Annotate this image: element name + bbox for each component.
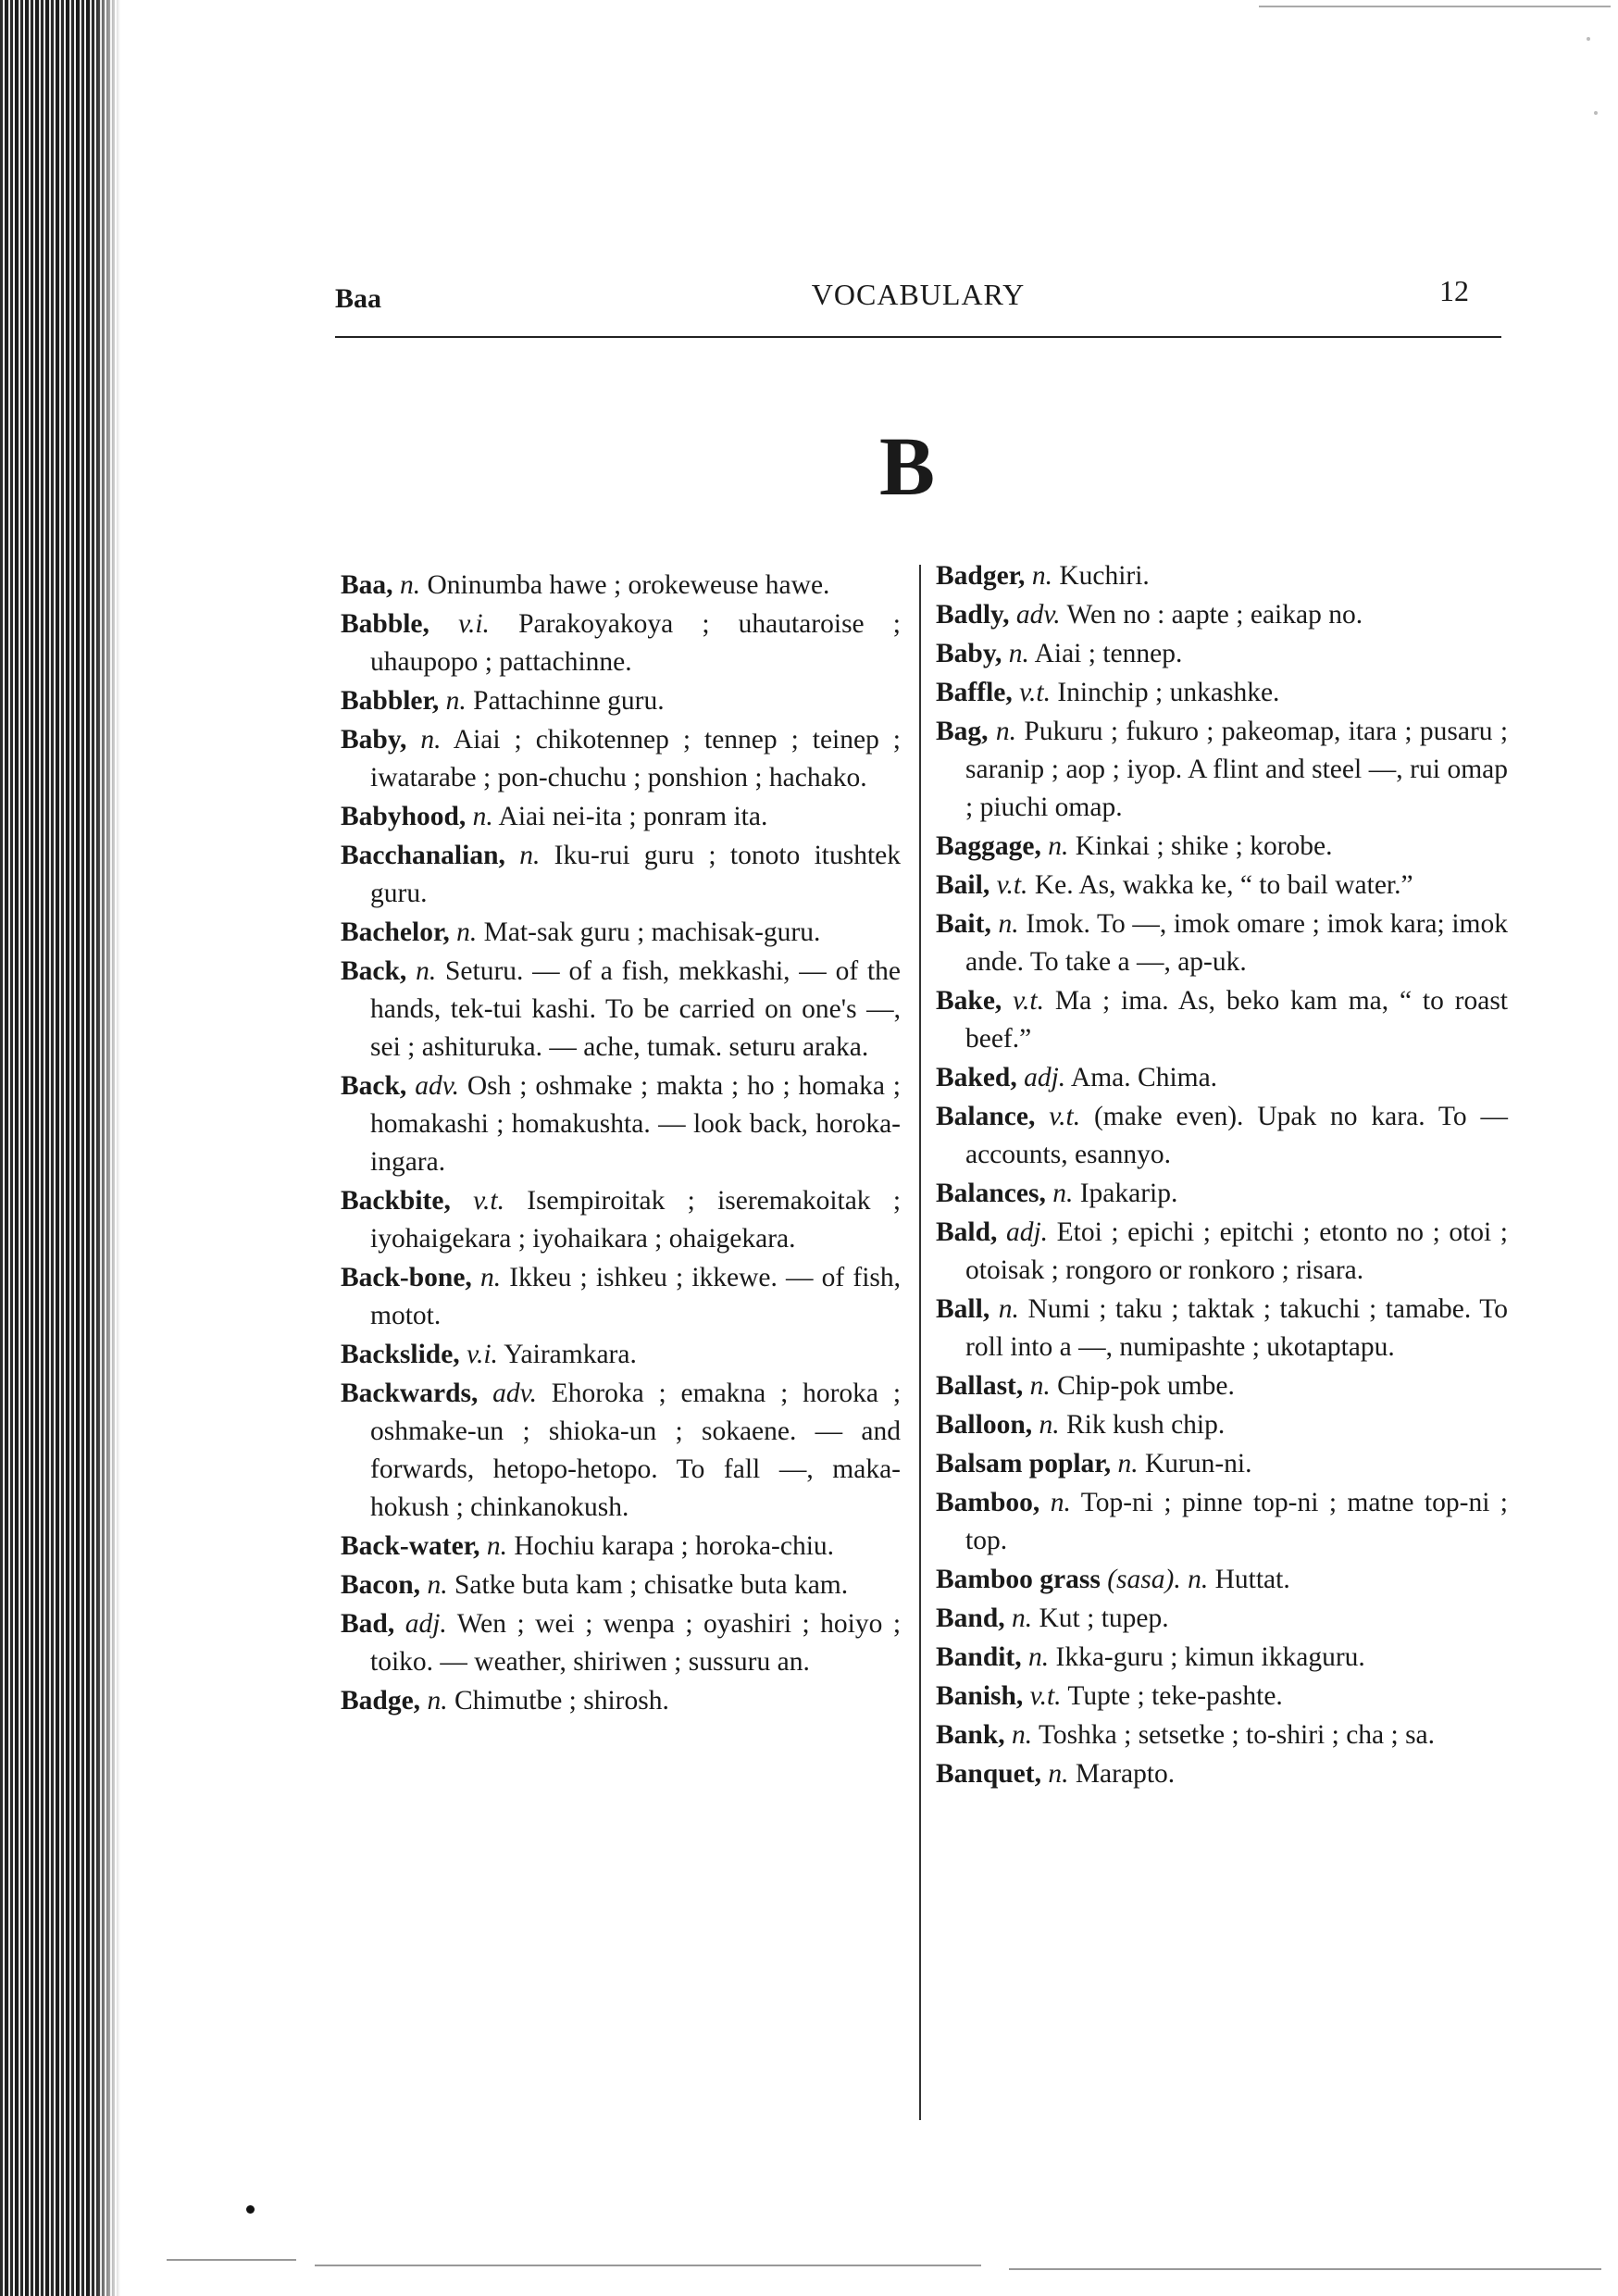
part-of-speech: n. — [1048, 1759, 1069, 1789]
entry — [936, 1484, 1508, 1560]
definition: Parakoyakoya ; uhautaroise ; uhaupopo ; pattachinne. — [370, 609, 902, 677]
entry — [936, 713, 1508, 827]
book-binding-edge — [0, 0, 120, 2296]
definition: Numi ; taku ; taktak ; takuchi ; tamabe. To roll into a —, numipashte ; ukotaptapu. — [965, 1294, 1509, 1362]
part-of-speech: n. — [1028, 1642, 1050, 1672]
definition: Etoi ; epichi ; epitchi ; etonto no ; otoi ; otoisak ; rongoro or ronkoro ; risara. — [965, 1217, 1509, 1285]
headword: Baby, — [936, 639, 1002, 668]
entry — [341, 605, 901, 681]
definition: Ama. Chima. — [1070, 1063, 1218, 1092]
definition: Ke. As, wakka ke, “ to bail water.” — [1034, 870, 1413, 900]
part-of-speech: n. — [1050, 1488, 1071, 1517]
page-title: VOCABULARY — [811, 278, 1026, 311]
headword: Bachelor, — [341, 917, 450, 947]
entry — [341, 1067, 901, 1181]
headword: Badger, — [936, 561, 1026, 591]
headword: Baby, — [341, 725, 407, 755]
entry — [936, 1445, 1508, 1483]
part-of-speech: n. — [998, 1294, 1019, 1324]
part-of-speech: v.i. — [458, 609, 490, 639]
scan-edge-line — [315, 2265, 981, 2266]
entry — [936, 596, 1508, 634]
headword: Baggage, — [936, 831, 1041, 861]
headword: Banish, — [936, 1681, 1024, 1711]
headword: Balsam poplar, — [936, 1449, 1112, 1479]
headword: Baa, — [341, 570, 393, 600]
part-of-speech: adj. — [1005, 1217, 1049, 1247]
definition: Rik kush chip. — [1065, 1410, 1226, 1440]
entry — [936, 1600, 1508, 1638]
definition: Yairamkara. — [504, 1340, 637, 1369]
definition: Isempiroitak ; iseremakoitak ; iyohaigekara ; iyohaikara ; ohaigekara. — [370, 1186, 902, 1254]
part-of-speech: n. — [416, 956, 437, 986]
page-number: 12 — [1439, 274, 1469, 307]
scan-speck — [1594, 111, 1598, 115]
entry — [341, 1682, 901, 1720]
headword: Ball, — [936, 1294, 990, 1324]
entry — [341, 837, 901, 913]
part-of-speech: v.t. — [1049, 1102, 1081, 1131]
part-of-speech: n. — [1048, 831, 1069, 861]
part-of-speech: v.i. — [467, 1340, 498, 1369]
section-letter: B — [878, 421, 936, 513]
part-of-speech: adv. — [492, 1379, 537, 1408]
definition: Osh ; oshmake ; makta ; ho ; homaka ; homakashi ; homakushta. — look back, horoka-ingara. — [370, 1071, 902, 1177]
scan-edge-line — [1259, 6, 1611, 7]
entry — [936, 1755, 1508, 1793]
headword: Bail, — [936, 870, 990, 900]
definition: Satke buta kam ; chisatke buta kam. — [454, 1570, 849, 1600]
part-of-speech: n. — [519, 841, 541, 870]
definition: Pattachinne guru. — [473, 686, 665, 716]
entry — [936, 1059, 1508, 1097]
part-of-speech: v.t. — [1013, 986, 1045, 1016]
definition: Kut ; tupep. — [1039, 1603, 1169, 1633]
headword: Back-bone, — [341, 1263, 472, 1292]
entry — [936, 982, 1508, 1058]
definition: Kuchiri. — [1059, 561, 1150, 591]
entry — [936, 1367, 1508, 1405]
entry — [341, 1182, 901, 1258]
part-of-speech: n. — [1008, 639, 1029, 668]
definition: Aiai ; chikotennep ; tennep ; teinep ; iwatarabe ; pon-chuchu ; ponshion ; hachako. — [370, 725, 901, 792]
definition: Top-ni ; pinne top-ni ; matne top-ni ; top. — [965, 1488, 1509, 1555]
definition: Marapto. — [1075, 1759, 1176, 1789]
scan-edge-line — [167, 2259, 296, 2261]
scan-speck — [1587, 37, 1590, 41]
part-of-speech: n. — [1031, 561, 1052, 591]
part-of-speech: adv. — [1015, 600, 1061, 630]
definition: Imok. To —, imok omare ; imok kara; imok ande. To take a —, ap-uk. — [965, 909, 1508, 977]
header-rule — [335, 336, 1501, 338]
definition: (make even). Upak no kara. To — accounts, esannyo. — [965, 1102, 1508, 1169]
definition: Hochiu karapa ; horoka-chiu. — [514, 1531, 835, 1561]
part-of-speech: n. — [1029, 1371, 1051, 1401]
entry — [341, 914, 901, 952]
definition: Ikka-guru ; kimun ikkaguru. — [1055, 1642, 1365, 1672]
entry — [341, 798, 901, 836]
entry — [936, 867, 1508, 905]
definition: Ma ; ima. As, beko kam ma, “ to roast beef.” — [965, 986, 1509, 1054]
entry — [936, 1175, 1508, 1213]
headword: Bacchanalian, — [341, 841, 505, 870]
entry — [936, 674, 1508, 712]
entry — [341, 1528, 901, 1566]
entry — [936, 1406, 1508, 1444]
part-of-speech: n. — [1117, 1449, 1139, 1479]
left-column — [341, 567, 901, 1721]
headword: Ballast, — [936, 1371, 1024, 1401]
entry — [341, 682, 901, 720]
entry — [936, 1639, 1508, 1677]
part-of-speech: n. — [479, 1263, 502, 1292]
part-of-speech: adj. — [1024, 1063, 1066, 1092]
part-of-speech: (sasa). n. — [1107, 1565, 1209, 1594]
entry — [341, 1566, 901, 1604]
entry — [936, 635, 1508, 673]
headword: Bacon, — [341, 1570, 421, 1600]
headword: Bad, — [341, 1609, 395, 1639]
entry — [341, 1336, 901, 1374]
headword: Balance, — [936, 1102, 1036, 1131]
definition: Ipakarip. — [1079, 1179, 1178, 1208]
definition: Chip-pok umbe. — [1057, 1371, 1235, 1401]
definition: Tupte ; teke-pashte. — [1067, 1681, 1283, 1711]
entry — [341, 1605, 901, 1681]
column-divider — [919, 565, 921, 2120]
definition: Seturu. — of a fish, mekkashi, — of the hands, tek-tui kashi. To be carried on one's —, sei ; ashituruka. — ache, tumak. seturu araka. — [370, 956, 901, 1062]
headword: Back, — [341, 1071, 407, 1101]
headword: Backwards, — [341, 1379, 479, 1408]
entry — [936, 905, 1508, 981]
part-of-speech: n. — [445, 686, 467, 716]
definition: Aiai ; tennep. — [1034, 639, 1183, 668]
entry — [936, 1291, 1508, 1366]
definition: Ehoroka ; emakna ; horoka ; oshmake-un ; shioka-un ; sokaene. — and forwards, hetopo-hetopo. To fall —, maka-hokush ; chinkanokush. — [370, 1379, 902, 1522]
headword: Bake, — [936, 986, 1002, 1016]
part-of-speech: n. — [420, 725, 442, 755]
entry — [341, 953, 901, 1067]
headword: Baked, — [936, 1063, 1017, 1092]
headword: Back-water, — [341, 1531, 480, 1561]
headword: Backbite, — [341, 1186, 451, 1216]
headword: Balances, — [936, 1179, 1046, 1208]
headword: Bamboo, — [936, 1488, 1040, 1517]
headword: Bait, — [936, 909, 991, 939]
guide-word: Baa — [335, 283, 382, 314]
part-of-speech: v.t. — [1029, 1681, 1062, 1711]
definition: Huttat. — [1214, 1565, 1290, 1594]
headword: Band, — [936, 1603, 1005, 1633]
entry — [341, 567, 901, 605]
entry — [936, 1678, 1508, 1716]
part-of-speech: n. — [427, 1570, 448, 1600]
headword: Bandit, — [936, 1642, 1022, 1672]
headword: Bald, — [936, 1217, 998, 1247]
right-column — [936, 557, 1508, 1794]
definition: Wen no : aapte ; eaikap no. — [1066, 600, 1363, 630]
entry — [936, 1716, 1508, 1754]
part-of-speech: n. — [1039, 1410, 1060, 1440]
part-of-speech: adv. — [415, 1071, 459, 1101]
entry — [936, 828, 1508, 866]
definition: Mat-sak guru ; machisak-guru. — [483, 917, 821, 947]
part-of-speech: n. — [998, 909, 1019, 939]
headword: Banquet, — [936, 1759, 1041, 1789]
definition: Pukuru ; fukuro ; pakeomap, itara ; pusaru ; saranip ; aop ; iyop. A flint and steel —, rui omap ; piuchi omap. — [965, 717, 1509, 822]
entry — [341, 721, 901, 797]
headword: Bamboo grass — [936, 1565, 1101, 1594]
part-of-speech: v.t. — [1019, 678, 1051, 707]
entry — [936, 1561, 1508, 1599]
part-of-speech: n. — [1012, 1603, 1033, 1633]
part-of-speech: v.t. — [996, 870, 1028, 900]
headword: Babyhood, — [341, 802, 467, 831]
part-of-speech: adj. — [404, 1609, 447, 1639]
entry — [936, 557, 1508, 595]
definition: Iku-rui guru ; tonoto itushtek guru. — [370, 841, 902, 908]
headword: Balloon, — [936, 1410, 1033, 1440]
definition: Toshka ; setsetke ; to-shiri ; cha ; sa. — [1038, 1720, 1436, 1750]
headword: Badge, — [341, 1686, 421, 1716]
part-of-speech: n. — [486, 1531, 507, 1561]
part-of-speech: n. — [399, 570, 421, 600]
definition: Ininchip ; unkashke. — [1057, 678, 1280, 707]
entry — [341, 1259, 901, 1335]
part-of-speech: v.t. — [473, 1186, 504, 1216]
scan-edge-line — [1009, 2268, 1601, 2270]
headword: Badly, — [936, 600, 1010, 630]
part-of-speech: n. — [1012, 1720, 1033, 1750]
headword: Bag, — [936, 717, 989, 746]
part-of-speech: n. — [995, 717, 1016, 746]
headword: Babbler, — [341, 686, 440, 716]
definition: Aiai nei-ita ; ponram ita. — [498, 802, 768, 831]
part-of-speech: n. — [1052, 1179, 1074, 1208]
definition: Oninumba hawe ; orokeweuse hawe. — [427, 570, 830, 600]
ink-dot — [246, 2205, 255, 2214]
definition: Chimutbe ; shirosh. — [454, 1686, 669, 1716]
part-of-speech: n. — [472, 802, 493, 831]
part-of-speech: n. — [456, 917, 478, 947]
definition: Kinkai ; shike ; korobe. — [1075, 831, 1333, 861]
entry — [341, 1375, 901, 1527]
headword: Baffle, — [936, 678, 1013, 707]
definition: Wen ; wei ; wenpa ; oyashiri ; hoiyo ; toiko. — weather, shiriwen ; sussuru an. — [370, 1609, 902, 1677]
part-of-speech: n. — [427, 1686, 448, 1716]
entry — [936, 1214, 1508, 1290]
headword: Back, — [341, 956, 407, 986]
headword: Backslide, — [341, 1340, 460, 1369]
entry — [936, 1098, 1508, 1174]
headword: Bank, — [936, 1720, 1005, 1750]
definition: Kurun-ni. — [1144, 1449, 1252, 1479]
definition: Ikkeu ; ishkeu ; ikkewe. — of fish, motot. — [370, 1263, 902, 1330]
running-header — [335, 270, 1501, 317]
headword: Babble, — [341, 609, 429, 639]
